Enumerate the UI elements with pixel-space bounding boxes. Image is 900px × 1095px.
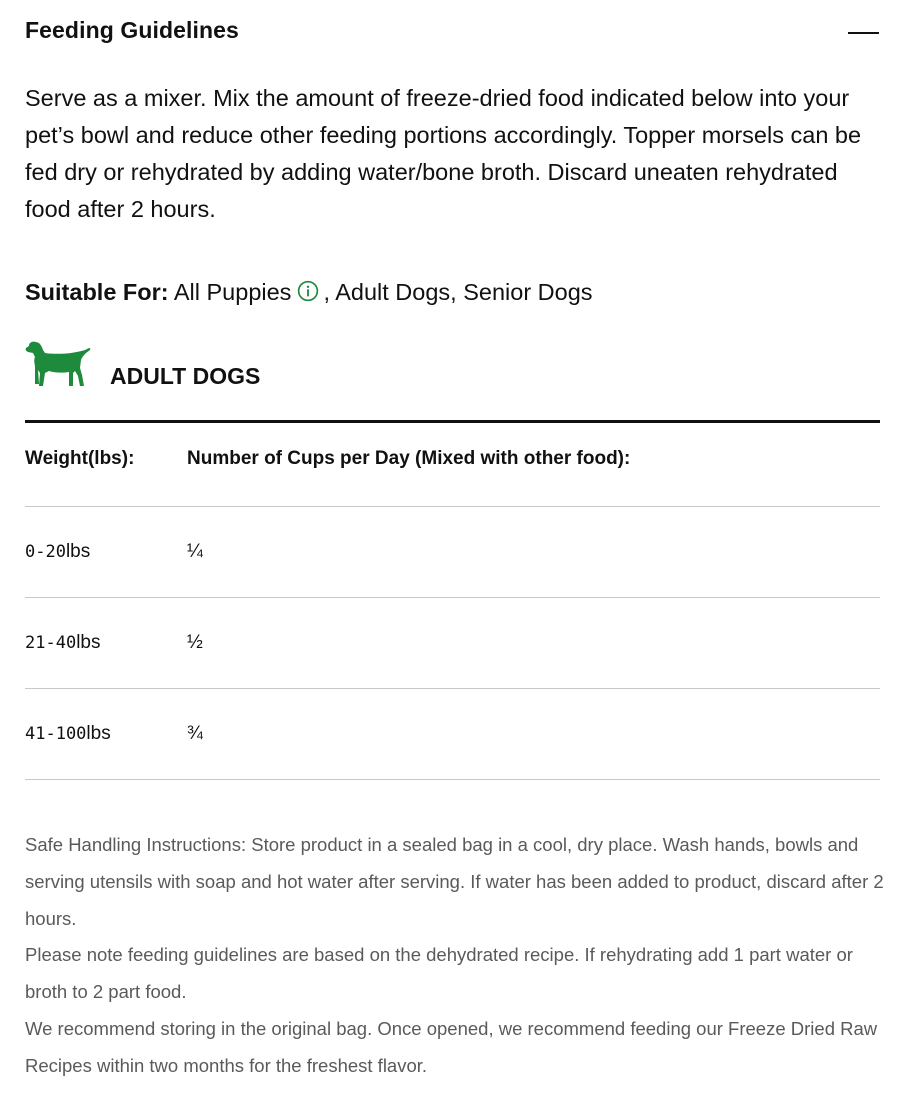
note-rehydrating: Please note feeding guidelines are based on the dehydrated recipe. If rehydrating add 1 part water or broth to 2 part food. [25,944,853,1003]
intro-text: Serve as a mixer. Mix the amount of freeze-dried food indicated below into your pet’s bowl and reduce other feeding portions accordingly. Topper morsels can be fed dry or rehydrated by adding water/bone broth. Discard uneaten rehydrated food after 2 hours. [25,85,862,222]
column-header-cups: Number of Cups per Day (Mixed with other food): [187,448,631,469]
accordion-header[interactable] [25,0,880,65]
minus-icon[interactable] [848,22,880,42]
section-title: Feeding Guidelines [25,17,239,43]
table-row [25,507,880,598]
cups-cell: ¾ [187,723,203,744]
weight-cell [25,598,100,688]
weight-range: 0-20 [25,542,66,562]
table-row [25,598,880,689]
table-row [25,689,880,780]
suitable-rest: , Adult Dogs, Senior Dogs [323,279,593,305]
weight-unit: lbs [76,632,101,653]
feeding-table [25,423,880,780]
note-storage: We recommend storing in the original bag. Once opened, we recommend feeding our Freeze Dried Raw Recipes within two months for the freshest flavor. [25,1017,878,1076]
suitable-for-line [25,274,593,310]
feeding-guidelines-panel [25,0,884,1076]
info-icon[interactable] [297,280,319,302]
suitable-first: All Puppies [173,279,292,305]
note-safe-handling: Safe Handling Instructions: Store product in a sealed bag in a cool, dry place. Wash hands, bowls and serving utensils with soap and hot water after serving. If water has been added to product, discard after 2 hours. [25,834,884,929]
cups-cell: ¼ [187,541,203,562]
cups-cell: ½ [187,632,203,653]
dog-icon [25,340,91,390]
weight-unit: lbs [65,541,91,562]
weight-cell [25,507,90,597]
handling-notes [25,827,885,1085]
weight-range: 21-40 [25,633,77,653]
dog-section-heading: ADULT DOGS [110,363,261,389]
table-header-row [25,423,880,507]
column-header-weight: Weight(lbs): [25,448,135,469]
weight-cell [25,689,111,779]
weight-unit: lbs [86,723,111,744]
dog-section-header [25,338,880,398]
suitable-for-label: Suitable For: [25,279,169,305]
weight-range: 41-100 [25,724,87,744]
